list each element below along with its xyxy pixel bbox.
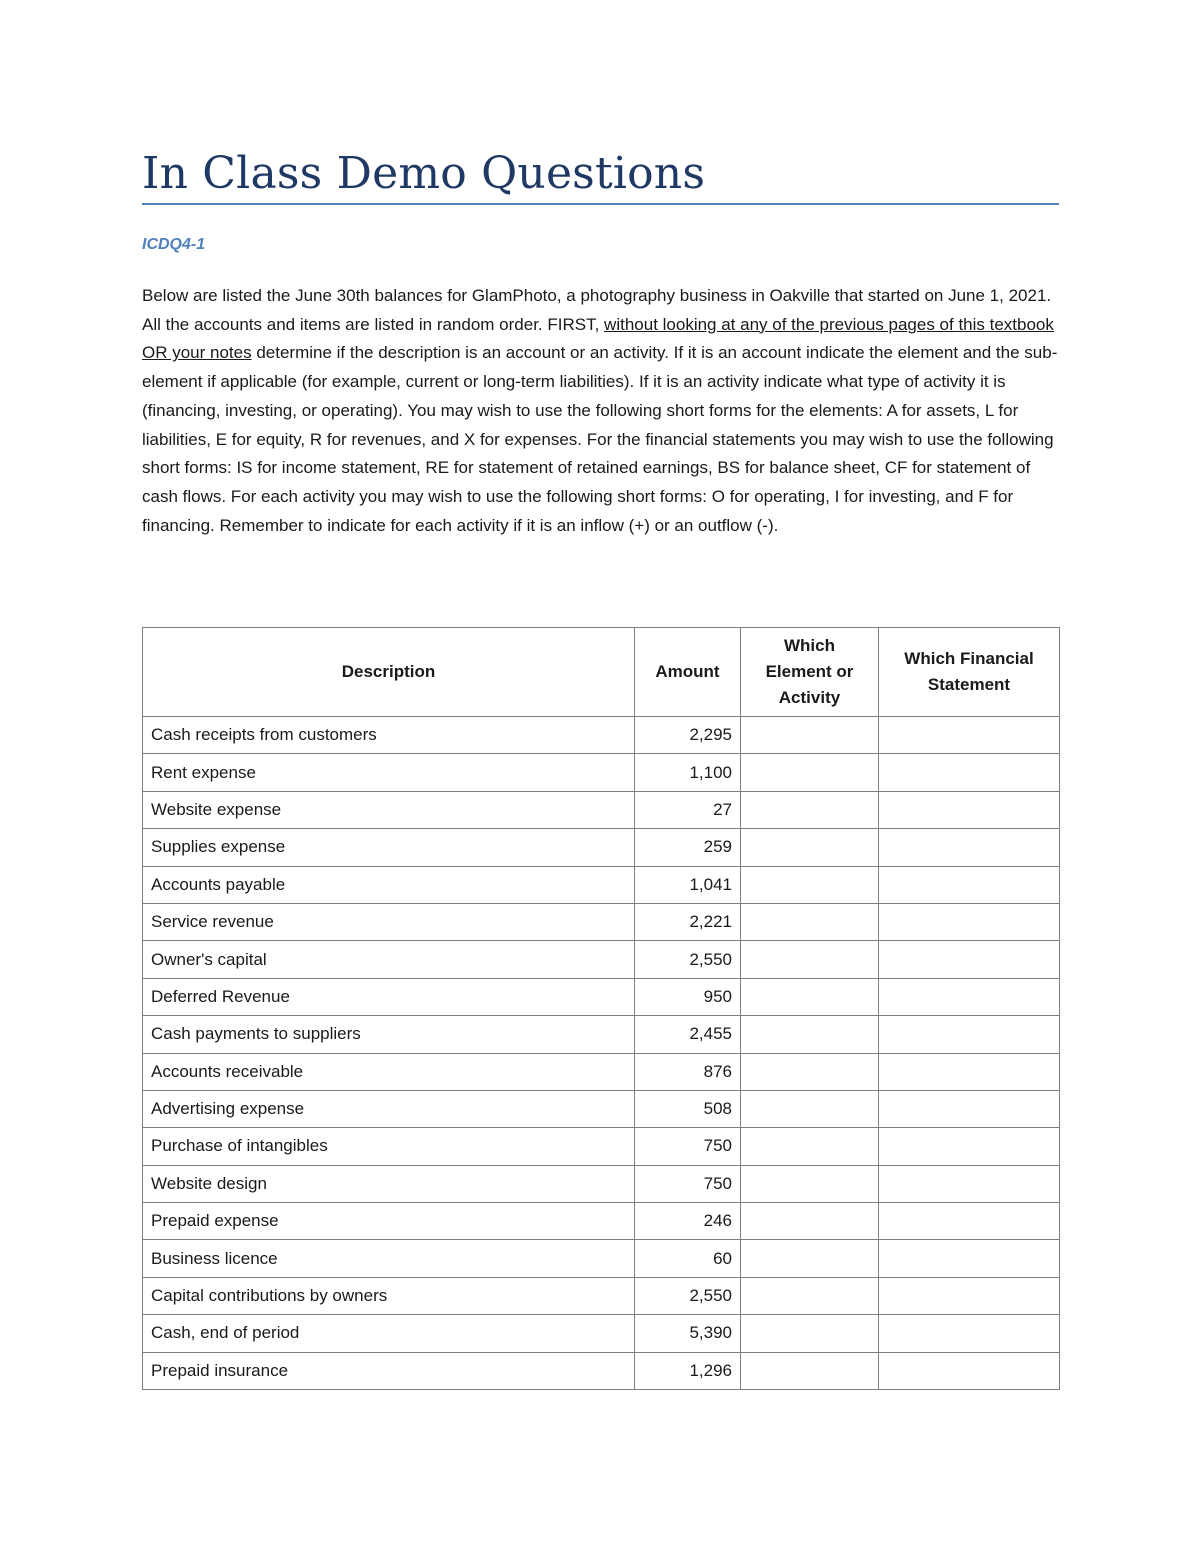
amount-cell: 246 xyxy=(635,1203,741,1240)
financial-statement-cell[interactable] xyxy=(879,941,1060,978)
description-cell: Cash receipts from customers xyxy=(143,717,635,754)
financial-statement-cell[interactable] xyxy=(879,717,1060,754)
instructions-underlined: without looking at any of the previous pages of this textbook OR your notes xyxy=(142,314,1054,363)
table-row xyxy=(143,1053,1060,1090)
amount-cell: 60 xyxy=(635,1240,741,1277)
table-row xyxy=(143,1277,1060,1314)
table-row xyxy=(143,829,1060,866)
financial-statement-cell[interactable] xyxy=(879,978,1060,1015)
amount-cell: 950 xyxy=(635,978,741,1015)
amount-cell: 876 xyxy=(635,1053,741,1090)
table-row xyxy=(143,1128,1060,1165)
financial-statement-cell[interactable] xyxy=(879,1352,1060,1389)
amount-cell: 2,550 xyxy=(635,941,741,978)
description-cell: Accounts receivable xyxy=(143,1053,635,1090)
description-cell: Website design xyxy=(143,1165,635,1202)
description-cell: Advertising expense xyxy=(143,1090,635,1127)
instructions-part-2: determine if the description is an account or an activity. If it is an account indicate the element and the sub-element if applicable (for example, current or long-term liabilities). If it is an activity indicate what type of activity it is (financing, investing, or operating). You may wish to use the following short forms for the elements: A for assets, L for liabilities, E for equity, R for revenues, and X for expenses. For the financial statements you may wish to use the following short forms: IS for income statement, RE for statement of retained earnings, BS for balance sheet, CF for statement of cash flows. For each activity you may wish to use the following short forms: O for operating, I for investing, and F for financing. Remember to indicate for each activity if it is an inflow (+) or an outflow (-). xyxy=(142,343,1058,535)
table-body xyxy=(143,717,1060,1390)
financial-statement-cell[interactable] xyxy=(879,1090,1060,1127)
table-row xyxy=(143,866,1060,903)
amount-cell: 2,221 xyxy=(635,903,741,940)
element-activity-cell[interactable] xyxy=(741,978,879,1015)
financial-statement-cell[interactable] xyxy=(879,791,1060,828)
description-cell: Prepaid expense xyxy=(143,1203,635,1240)
financial-statement-cell[interactable] xyxy=(879,829,1060,866)
table-header-row xyxy=(143,628,1060,717)
element-activity-cell[interactable] xyxy=(741,1203,879,1240)
table-row xyxy=(143,791,1060,828)
description-cell: Capital contributions by owners xyxy=(143,1277,635,1314)
table-row xyxy=(143,1315,1060,1352)
element-activity-cell[interactable] xyxy=(741,717,879,754)
description-cell: Service revenue xyxy=(143,903,635,940)
header-description: Description xyxy=(143,628,635,717)
financial-statement-cell[interactable] xyxy=(879,866,1060,903)
table-row xyxy=(143,978,1060,1015)
amount-cell: 750 xyxy=(635,1165,741,1202)
financial-statement-cell[interactable] xyxy=(879,1203,1060,1240)
amount-cell: 259 xyxy=(635,829,741,866)
description-cell: Owner's capital xyxy=(143,941,635,978)
element-activity-cell[interactable] xyxy=(741,1128,879,1165)
instructions-part-1: Below are listed the June 30th balances for GlamPhoto, a photography business in Oakville that started on June 1, 2021. All the accounts and items are listed in random order. FIRST, xyxy=(142,286,1052,334)
element-activity-cell[interactable] xyxy=(741,1090,879,1127)
element-activity-cell[interactable] xyxy=(741,866,879,903)
description-cell: Business licence xyxy=(143,1240,635,1277)
element-activity-cell[interactable] xyxy=(741,903,879,940)
table-row xyxy=(143,754,1060,791)
amount-cell: 1,041 xyxy=(635,866,741,903)
description-cell: Prepaid insurance xyxy=(143,1352,635,1389)
financial-statement-cell[interactable] xyxy=(879,1240,1060,1277)
description-cell: Rent expense xyxy=(143,754,635,791)
header-financial-statement: Which Financial Statement xyxy=(879,628,1060,717)
description-cell: Supplies expense xyxy=(143,829,635,866)
element-activity-cell[interactable] xyxy=(741,1053,879,1090)
description-cell: Cash payments to suppliers xyxy=(143,1016,635,1053)
amount-cell: 750 xyxy=(635,1128,741,1165)
header-element-activity: Which Element or Activity xyxy=(741,628,879,717)
amount-cell: 5,390 xyxy=(635,1315,741,1352)
header-amount: Amount xyxy=(635,628,741,717)
element-activity-cell[interactable] xyxy=(741,829,879,866)
page-title: In Class Demo Questions xyxy=(142,148,706,199)
element-activity-cell[interactable] xyxy=(741,1352,879,1389)
table-row xyxy=(143,941,1060,978)
amount-cell: 508 xyxy=(635,1090,741,1127)
table-row xyxy=(143,1090,1060,1127)
amount-cell: 2,550 xyxy=(635,1277,741,1314)
amount-cell: 27 xyxy=(635,791,741,828)
financial-statement-cell[interactable] xyxy=(879,1277,1060,1314)
description-cell: Purchase of intangibles xyxy=(143,1128,635,1165)
accounts-table xyxy=(142,627,1060,1390)
description-cell: Deferred Revenue xyxy=(143,978,635,1015)
element-activity-cell[interactable] xyxy=(741,941,879,978)
element-activity-cell[interactable] xyxy=(741,1277,879,1314)
element-activity-cell[interactable] xyxy=(741,754,879,791)
element-activity-cell[interactable] xyxy=(741,1016,879,1053)
financial-statement-cell[interactable] xyxy=(879,1315,1060,1352)
element-activity-cell[interactable] xyxy=(741,1315,879,1352)
financial-statement-cell[interactable] xyxy=(879,1016,1060,1053)
amount-cell: 1,100 xyxy=(635,754,741,791)
table-row xyxy=(143,1352,1060,1389)
title-divider xyxy=(142,203,1059,205)
financial-statement-cell[interactable] xyxy=(879,1053,1060,1090)
financial-statement-cell[interactable] xyxy=(879,903,1060,940)
amount-cell: 2,295 xyxy=(635,717,741,754)
description-cell: Website expense xyxy=(143,791,635,828)
element-activity-cell[interactable] xyxy=(741,791,879,828)
question-id: ICDQ4-1 xyxy=(142,236,206,253)
amount-cell: 1,296 xyxy=(635,1352,741,1389)
table-row xyxy=(143,1165,1060,1202)
instructions-paragraph xyxy=(142,282,1059,540)
element-activity-cell[interactable] xyxy=(741,1240,879,1277)
table-row xyxy=(143,717,1060,754)
financial-statement-cell[interactable] xyxy=(879,754,1060,791)
amount-cell: 2,455 xyxy=(635,1016,741,1053)
table-row xyxy=(143,1016,1060,1053)
description-cell: Accounts payable xyxy=(143,866,635,903)
financial-statement-cell[interactable] xyxy=(879,1128,1060,1165)
table-row xyxy=(143,1203,1060,1240)
element-activity-cell[interactable] xyxy=(741,1165,879,1202)
table-row xyxy=(143,1240,1060,1277)
table-row xyxy=(143,903,1060,940)
financial-statement-cell[interactable] xyxy=(879,1165,1060,1202)
description-cell: Cash, end of period xyxy=(143,1315,635,1352)
